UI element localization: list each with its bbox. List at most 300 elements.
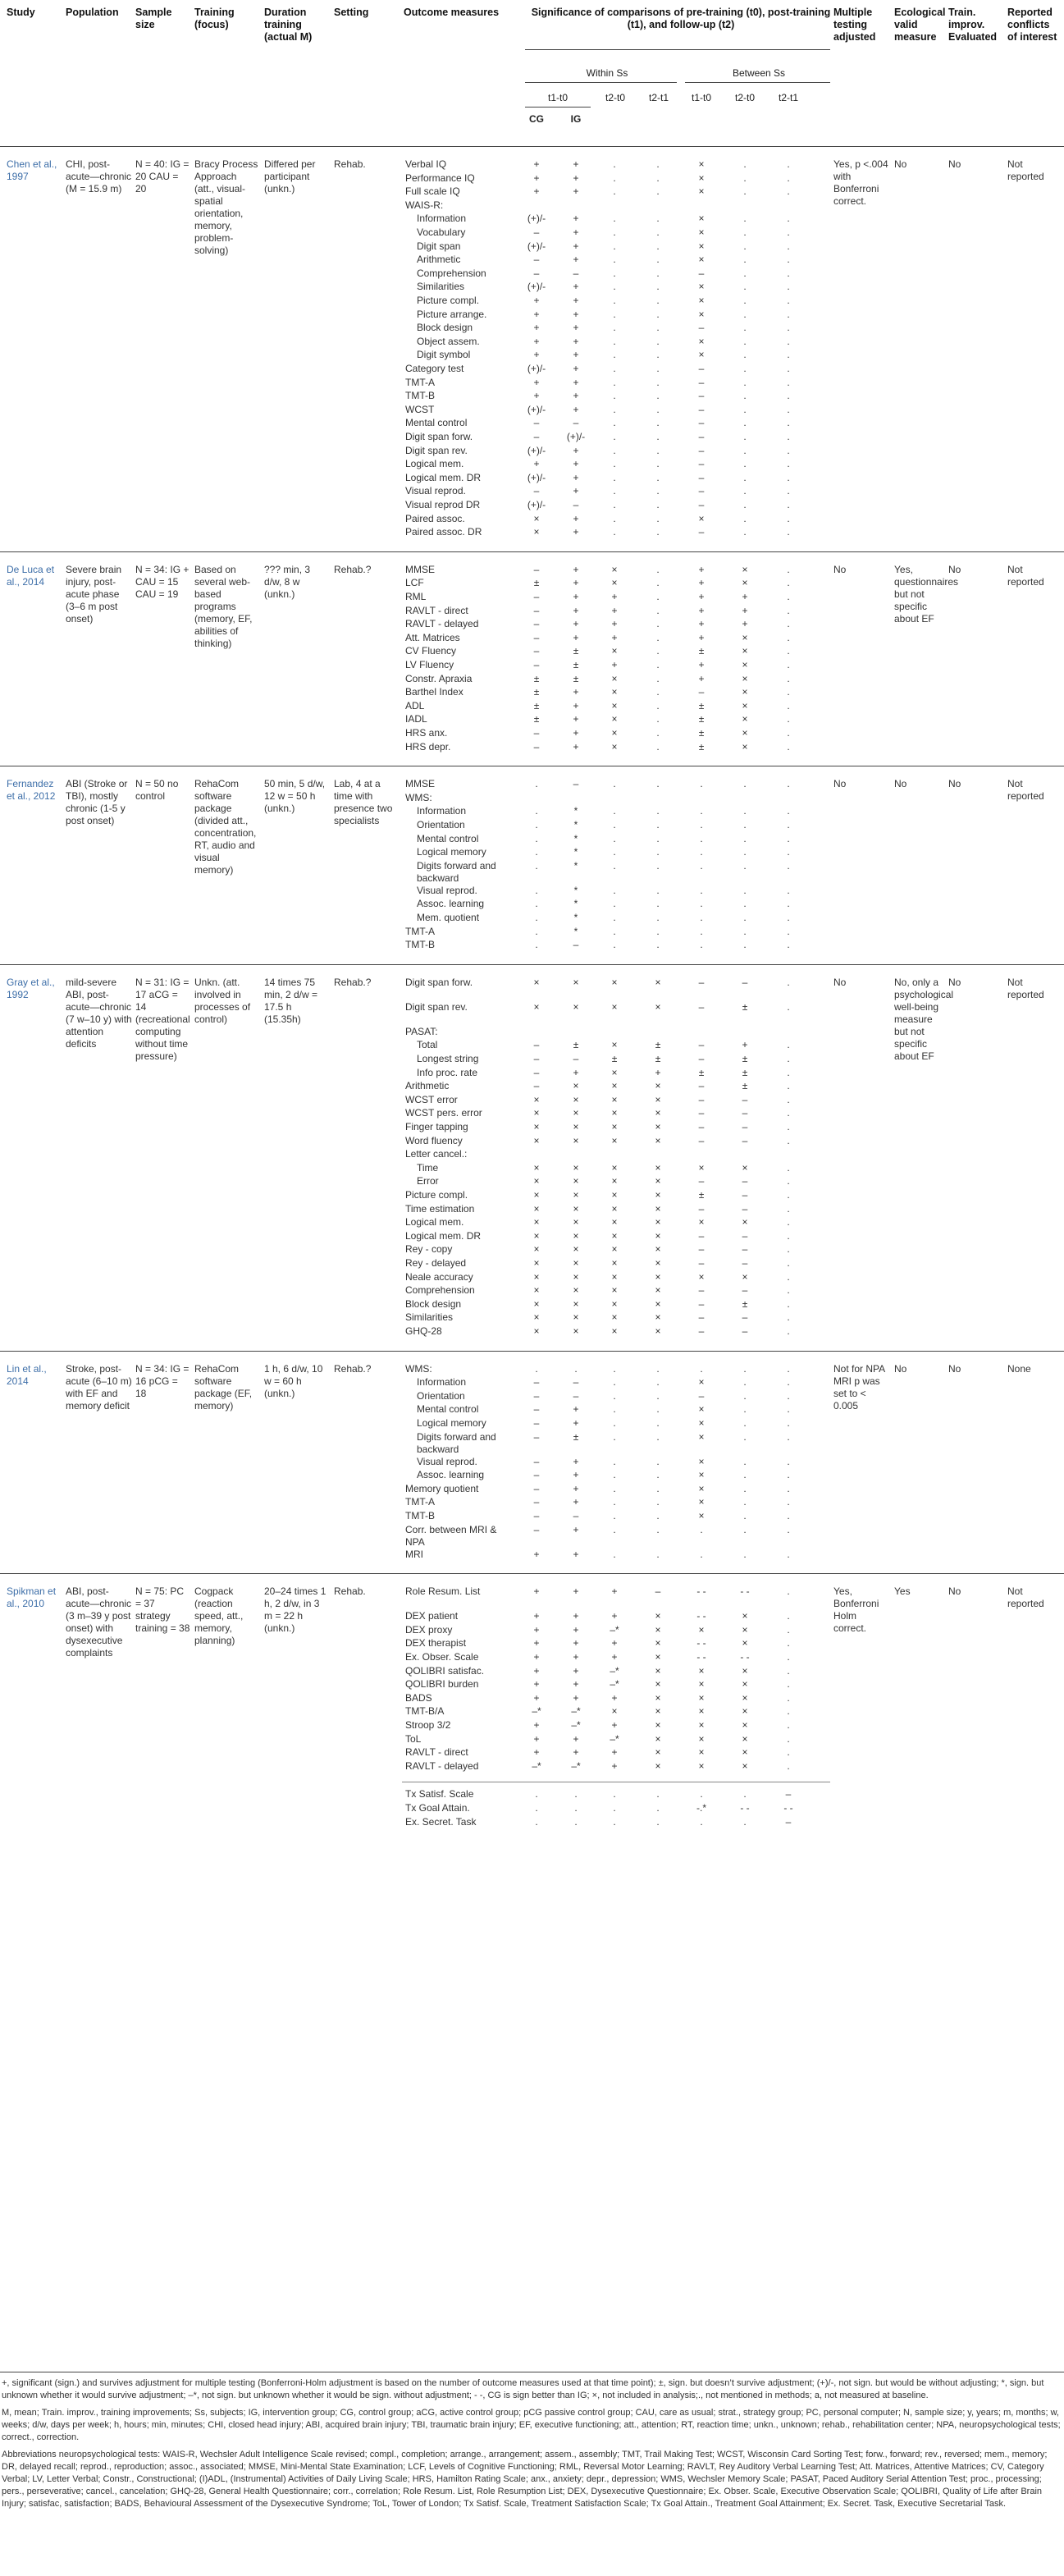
significance-cell: . <box>787 1039 790 1051</box>
significance-cell: × <box>573 1202 579 1215</box>
significance-cell: . <box>656 1509 660 1521</box>
significance-cell: . <box>787 281 790 293</box>
outcome-measure: Total <box>417 1039 438 1051</box>
significance-cell: × <box>742 1718 748 1731</box>
significance-cell: . <box>613 267 616 279</box>
significance-cell: + <box>573 631 579 643</box>
cell-training: Unkn. (att. involved in processes of control) <box>194 976 251 1025</box>
significance-cell: ± <box>573 1039 579 1051</box>
significance-cell: . <box>787 1548 790 1560</box>
header-rule <box>525 49 830 50</box>
cell-duration: 1 h, 6 d/w, 10 w = 60 h (unkn.) <box>264 1362 323 1399</box>
outcome-measure: Assoc. learning <box>417 898 485 910</box>
significance-cell: × <box>611 1325 618 1337</box>
significance-cell: . <box>787 631 790 643</box>
significance-cell: . <box>656 577 660 589</box>
significance-cell: . <box>700 832 703 844</box>
cell-study[interactable]: De Luca et al., 2014 <box>7 563 55 588</box>
significance-cell: . <box>535 818 538 830</box>
significance-cell: × <box>573 1161 579 1174</box>
outcome-measure: Similarities <box>417 281 465 293</box>
significance-cell: . <box>700 911 703 923</box>
significance-cell: . <box>743 431 747 442</box>
significance-cell: × <box>611 1284 618 1297</box>
significance-cell: × <box>533 1325 540 1337</box>
significance-cell: . <box>787 172 790 184</box>
significance-cell: × <box>611 740 618 753</box>
significance-cell: . <box>787 1188 790 1201</box>
significance-cell: × <box>573 1256 579 1269</box>
significance-cell: – <box>698 1175 705 1187</box>
significance-cell: * <box>573 859 578 872</box>
significance-cell: . <box>787 444 790 456</box>
cell-setting: Rehab.? <box>334 976 372 988</box>
significance-cell: × <box>698 1732 705 1745</box>
significance-cell: . <box>787 939 790 951</box>
outcome-measure: CV Fluency <box>405 645 457 657</box>
significance-cell: . <box>656 322 660 334</box>
outcome-measure: Orientation <box>417 818 465 830</box>
significance-cell: . <box>787 1270 790 1283</box>
significance-cell: (+)/- <box>527 240 546 252</box>
significance-cell: . <box>743 898 747 910</box>
significance-cell: + <box>742 618 748 630</box>
outcome-measure: WCST error <box>405 1093 458 1105</box>
significance-cell: × <box>655 1623 661 1636</box>
significance-cell: – <box>698 1256 705 1269</box>
footnote-abbreviations: M, mean; Train. improv., training improvements; Ss, subjects; IG, intervention group; CG, control group; aCG, active control group; pCG passive control group; CAU, care as usual; strat., strategy group; PC, personal computer; N, sample size; y, years; m, months; w, weeks; d/w, days per week; h, hours; min, minutes; CHI, closed head injury; ABI, acquired brain injury; TBI, traumatic brain injury; EF, executive functioning; att., attention; RT, reaction time; unkn., unknown; rehab., rehabilitation center; NPA, neuropsychological tests; correct., correction. <box>2 2408 1061 2442</box>
significance-cell: + <box>611 1610 618 1622</box>
significance-cell: – <box>533 1039 540 1051</box>
significance-cell: – <box>698 1000 705 1013</box>
significance-cell: ± <box>655 1052 661 1064</box>
significance-cell: – <box>533 417 540 429</box>
significance-cell: . <box>656 884 660 896</box>
significance-cell: . <box>743 1416 747 1429</box>
significance-cell: . <box>656 1469 660 1481</box>
significance-cell: . <box>613 1496 616 1508</box>
significance-cell: × <box>655 1610 661 1622</box>
significance-cell: . <box>743 471 747 483</box>
significance-cell: . <box>743 172 747 184</box>
outcome-measure: Info proc. rate <box>417 1066 478 1078</box>
significance-cell: × <box>533 1000 540 1013</box>
outcome-measure: HRS depr. <box>405 740 451 753</box>
outcome-measure: WMS: <box>405 1362 432 1375</box>
significance-cell: + <box>611 1585 618 1598</box>
significance-cell: – <box>573 499 579 510</box>
significance-cell: × <box>533 1188 540 1201</box>
col-population: Population <box>66 7 119 18</box>
significance-cell: – <box>533 1523 540 1535</box>
significance-cell: + <box>573 322 579 334</box>
significance-cell: × <box>611 645 618 657</box>
significance-cell: . <box>656 590 660 602</box>
significance-cell: ± <box>533 686 540 698</box>
significance-cell: . <box>613 1509 616 1521</box>
significance-cell: . <box>787 925 790 937</box>
outcome-measure: Digit span rev. <box>405 1000 468 1013</box>
cell-improv: No <box>948 563 961 575</box>
significance-cell: + <box>573 1637 579 1649</box>
significance-cell: . <box>743 158 747 170</box>
significance-cell: . <box>787 1066 790 1078</box>
significance-cell: × <box>698 1705 705 1718</box>
significance-cell: . <box>700 778 703 790</box>
outcome-measure: Arithmetic <box>417 254 461 266</box>
significance-cell: ± <box>533 577 540 589</box>
sub-t2t1-between: t2-t1 <box>778 92 798 103</box>
significance-cell: + <box>698 658 705 670</box>
outcome-measure: Assoc. learning <box>417 1469 485 1481</box>
significance-cell: . <box>656 563 660 575</box>
cell-duration: ??? min, 3 d/w, 8 w (unkn.) <box>264 563 311 600</box>
outcome-measure: Time <box>417 1161 439 1174</box>
significance-cell: . <box>787 1403 790 1416</box>
significance-cell: . <box>613 512 616 524</box>
significance-cell: ± <box>533 672 540 684</box>
significance-cell: (+)/- <box>527 363 546 374</box>
significance-cell: . <box>787 818 790 830</box>
significance-cell: – <box>698 390 705 402</box>
outcome-measure: Constr. Apraxia <box>405 672 473 684</box>
significance-cell: × <box>611 713 618 725</box>
cell-conflicts: Not reported <box>1007 976 1044 1000</box>
cell-study[interactable]: Chen et al., 1997 <box>7 158 57 182</box>
significance-cell: . <box>613 859 616 872</box>
significance-cell: . <box>656 363 660 374</box>
cell-sample-size: N = 34: IG = 16 pCG = 18 <box>135 1362 190 1399</box>
significance-cell: * <box>573 832 578 844</box>
significance-cell: – <box>698 458 705 470</box>
significance-cell: × <box>698 1496 705 1508</box>
significance-cell: . <box>535 911 538 923</box>
significance-cell: + <box>573 295 579 306</box>
significance-cell: + <box>573 308 579 320</box>
significance-cell: – <box>573 417 579 429</box>
significance-cell: . <box>656 172 660 184</box>
significance-cell: – <box>573 1376 579 1389</box>
significance-cell: × <box>533 1134 540 1146</box>
cell-multiple-testing: No <box>833 976 847 988</box>
significance-cell: – <box>573 778 579 790</box>
col-improv: Train. improv. Evaluated <box>948 7 998 43</box>
significance-cell: . <box>535 898 538 910</box>
significance-cell: . <box>656 672 660 684</box>
significance-cell: – <box>533 740 540 753</box>
significance-cell: . <box>535 1362 538 1375</box>
significance-cell: . <box>743 390 747 402</box>
significance-cell: × <box>533 1216 540 1229</box>
col-training: Training (focus) <box>194 7 235 30</box>
significance-cell: – <box>698 444 705 456</box>
significance-cell: + <box>573 458 579 470</box>
significance-cell: + <box>611 1691 618 1704</box>
significance-cell: . <box>613 403 616 415</box>
outcome-measure: RAVLT - direct <box>405 604 468 616</box>
outcome-measure: ADL <box>405 699 425 711</box>
significance-cell: – <box>533 1052 540 1064</box>
significance-cell: . <box>787 1585 790 1598</box>
significance-cell: . <box>787 1093 790 1105</box>
significance-cell: . <box>787 1610 790 1622</box>
outcome-measure: Logical memory <box>417 1416 486 1429</box>
cell-population: ABI, post-acute—chronic (3 m–39 y post onset) with dysexecutive complaints <box>66 1585 132 1659</box>
cell-ecological: No <box>894 158 907 170</box>
significance-cell: . <box>787 1202 790 1215</box>
significance-cell: – <box>698 267 705 279</box>
significance-cell: × <box>611 1120 618 1132</box>
significance-cell: × <box>655 1664 661 1677</box>
significance-cell: . <box>535 925 538 937</box>
outcome-measure: LCF <box>405 577 424 589</box>
significance-cell: . <box>656 335 660 347</box>
significance-cell: . <box>787 577 790 589</box>
outcome-measure: ToL <box>405 1732 422 1745</box>
significance-cell: + <box>573 240 579 252</box>
outcome-measure: PASAT: <box>405 1025 438 1037</box>
significance-cell: – <box>742 1188 748 1201</box>
study-block <box>0 551 1064 766</box>
significance-cell: –* <box>571 1718 581 1731</box>
significance-cell: . <box>700 884 703 896</box>
significance-cell: + <box>533 335 540 347</box>
significance-cell: – <box>698 1389 705 1402</box>
significance-cell: × <box>655 1325 661 1337</box>
significance-cell: . <box>613 1548 616 1560</box>
significance-cell: × <box>611 1134 618 1146</box>
outcome-measure: Error <box>417 1175 439 1187</box>
significance-cell: . <box>535 805 538 817</box>
outcome-measure: Visual reprod. <box>405 485 466 497</box>
significance-cell: . <box>787 726 790 739</box>
significance-cell: . <box>613 1416 616 1429</box>
significance-cell: . <box>613 805 616 817</box>
study-block <box>0 146 1064 551</box>
significance-cell: . <box>613 1788 616 1800</box>
significance-cell: × <box>611 1311 618 1324</box>
col-sample-size: Sample size <box>135 7 172 30</box>
significance-cell: . <box>787 213 790 225</box>
cell-sample-size: N = 75: PC = 37 strategy training = 38 <box>135 1585 190 1635</box>
outcome-measure: Visual reprod DR <box>405 499 481 510</box>
significance-cell: . <box>574 1362 578 1375</box>
significance-cell: × <box>533 1229 540 1242</box>
outcome-measure: RAVLT - direct <box>405 1746 468 1759</box>
outcome-measure: Corr. between MRI & NPA <box>405 1523 497 1548</box>
significance-cell: – <box>533 485 540 497</box>
significance-cell: . <box>656 631 660 643</box>
significance-cell: × <box>655 1243 661 1256</box>
outcome-measure: Information <box>417 1376 467 1389</box>
significance-cell: × <box>698 1416 705 1429</box>
significance-cell: . <box>613 254 616 266</box>
significance-cell: . <box>787 335 790 347</box>
significance-cell: + <box>573 1496 579 1508</box>
sub-t2t1-within: t2-t1 <box>648 92 669 103</box>
significance-cell: × <box>611 1161 618 1174</box>
significance-cell: – <box>698 403 705 415</box>
significance-cell: + <box>573 1746 579 1759</box>
cell-improv: No <box>948 1585 961 1598</box>
significance-cell: × <box>742 1637 748 1649</box>
significance-cell: + <box>573 226 579 238</box>
significance-cell: . <box>656 740 660 753</box>
cell-study[interactable]: Gray et al., 1992 <box>7 976 55 1000</box>
significance-cell: × <box>742 1705 748 1718</box>
significance-cell: – <box>533 1066 540 1078</box>
significance-cell: . <box>787 1376 790 1389</box>
cell-ecological: No, only a psychological well-being measure but not specific about EF <box>894 976 954 1062</box>
cell-multiple-testing: No <box>833 563 847 575</box>
outcome-measure: Verbal IQ <box>405 158 447 170</box>
significance-cell: + <box>698 631 705 643</box>
outcome-measure: Block design <box>417 322 473 334</box>
significance-cell: . <box>787 1691 790 1704</box>
cell-population: CHI, post-acute—chronic (M = 15.9 m) <box>66 158 132 194</box>
significance-cell: × <box>573 1175 579 1187</box>
footnote-legend: +, significant (sign.) and survives adjustment for multiple testing (Bonferroni-Holm adjustment is based on the number of outcome measures used at that time point); ±, sign. but doesn’t survive adjustment; (+)/-, not sign. but would be without adjusting; *, sign. but unknown whether it would survive adjustment; –*, not sign. but unknown whether it would be sign. without adjustment; - -, CG is sign better than IG; ×, not included in analysis;., not mentioned in methods; a, not measured at baseline. <box>2 2378 1044 2400</box>
outcome-measure: DEX proxy <box>405 1623 453 1636</box>
table-footnote <box>0 2372 1064 2510</box>
significance-cell: . <box>613 526 616 538</box>
significance-cell: + <box>533 172 540 184</box>
significance-cell: + <box>611 1650 618 1663</box>
significance-cell: – <box>533 1455 540 1467</box>
significance-cell: - - <box>696 1637 706 1649</box>
significance-cell: × <box>573 1229 579 1242</box>
significance-cell: × <box>742 577 748 589</box>
significance-cell: × <box>698 295 705 306</box>
significance-cell: × <box>573 1080 579 1092</box>
significance-cell: . <box>613 1455 616 1467</box>
significance-cell: + <box>533 458 540 470</box>
significance-cell: . <box>656 645 660 657</box>
significance-cell: + <box>573 335 579 347</box>
significance-cell: . <box>613 778 616 790</box>
outcome-measure: DEX patient <box>405 1610 459 1622</box>
study-block <box>0 1351 1064 1574</box>
significance-cell: - - <box>696 1585 706 1598</box>
cell-study[interactable]: Fernandez et al., 2012 <box>7 778 56 803</box>
significance-cell: + <box>533 1664 540 1677</box>
significance-cell: + <box>573 254 579 266</box>
significance-cell: . <box>613 185 616 198</box>
significance-cell: . <box>743 1788 747 1800</box>
significance-cell: ± <box>742 1066 748 1078</box>
cg-ig-rule <box>525 107 591 108</box>
significance-cell: × <box>698 1678 705 1691</box>
significance-cell: . <box>787 158 790 170</box>
significance-cell: . <box>787 185 790 198</box>
significance-cell: . <box>656 349 660 361</box>
significance-cell: + <box>573 1523 579 1535</box>
significance-cell: – <box>573 939 579 951</box>
significance-cell: – <box>533 604 540 616</box>
significance-cell: + <box>573 512 579 524</box>
significance-cell: . <box>787 1229 790 1242</box>
significance-cell: ± <box>573 658 579 670</box>
significance-cell: . <box>656 526 660 538</box>
significance-cell: . <box>787 376 790 388</box>
outcome-measure: Letter cancel.: <box>405 1148 468 1160</box>
significance-cell: × <box>611 976 618 988</box>
significance-cell: – <box>742 976 748 988</box>
significance-cell: . <box>787 1052 790 1064</box>
significance-cell: + <box>533 1732 540 1745</box>
significance-cell: . <box>656 226 660 238</box>
significance-cell: . <box>656 376 660 388</box>
significance-cell: . <box>787 526 790 538</box>
significance-cell: × <box>698 254 705 266</box>
significance-cell: . <box>743 226 747 238</box>
significance-cell: × <box>698 1161 705 1174</box>
significance-cell: . <box>743 512 747 524</box>
significance-cell: . <box>656 686 660 698</box>
footnote-tests: Abbreviations neuropsychological tests: WAIS-R, Wechsler Adult Intelligence Scale revised; compl., completion; arrange., arrangement; assem., assembly; TMT, Trail Making Test; WCST, Wisconsin Card Sorting Test; forw., forward; rev., reversed; mem., memory; DR, delayed recall; reprod., reproduction; assoc., associated; MMSE, Mini-Mental State Examination; LCF, Levels of Cognitive Functioning; RML, Reversal Motor Learning; RAVLT, Rey Auditory Verbal Learning Test; Att. Matrices, Attentive Matrices; CV, Category Verbal; LV, Letter Verbal; Constr., Constructional; (I)ADL, (Instrumental) Activities of Daily Living Scale; HRS, Hamilton Rating Scale; anx., anxiety; depr., depression; WMS, Wechsler Memory Scale; PASAT, Paced Auditory Serial Attention Test; proc., processing; pers., perseverative; cancel., cancelation; GHQ-28, General Health Questionnaire; corr., correlation; Role Resum. List, Role Resumption List; DEX, Dysexecutive Questionnaire; Ex. Obser. Scale, Executive Observation Scale; QOLIBRI, Quality of Life after Brain Injury; satisfac, satisfaction; BADS, Behavioural Assessment of the Dysexecutive Syndrome; ToL, Tower of London; Tx Satisf. Scale, Treatment Satisfaction Scale; Tx Goal Attain., Treatment Goal Attainment; Ex. Secret. Task, Executive Secretarial Task. <box>2 2450 1048 2509</box>
significance-cell: × <box>611 1297 618 1310</box>
significance-cell: + <box>742 1039 748 1051</box>
outcome-measure: Mental control <box>417 1403 479 1416</box>
significance-cell: . <box>743 376 747 388</box>
significance-cell: + <box>698 577 705 589</box>
significance-cell: × <box>698 512 705 524</box>
significance-cell: × <box>698 1664 705 1677</box>
cell-conflicts: Not reported <box>1007 778 1044 803</box>
significance-cell: × <box>655 1759 661 1772</box>
significance-cell: + <box>533 185 540 198</box>
outcome-measure: Mental control <box>405 417 468 429</box>
significance-cell: + <box>573 726 579 739</box>
significance-cell: + <box>742 590 748 602</box>
cell-study[interactable]: Lin et al., 2014 <box>7 1362 47 1387</box>
cell-conflicts: Not reported <box>1007 563 1044 588</box>
significance-cell: . <box>700 1815 703 1828</box>
significance-cell: . <box>787 417 790 429</box>
significance-cell: × <box>655 1284 661 1297</box>
significance-cell: . <box>613 349 616 361</box>
significance-cell: . <box>787 713 790 725</box>
significance-cell: × <box>573 1188 579 1201</box>
outcome-measure: Block design <box>405 1297 462 1310</box>
significance-cell: . <box>613 1523 616 1535</box>
significance-cell: + <box>573 471 579 483</box>
significance-cell: × <box>698 1623 705 1636</box>
significance-cell: + <box>573 390 579 402</box>
cell-study[interactable]: Spikman et al., 2010 <box>7 1585 57 1610</box>
significance-cell: – <box>533 726 540 739</box>
outcome-measure: LV Fluency <box>405 658 454 670</box>
significance-cell: . <box>787 1523 790 1535</box>
significance-cell: . <box>787 1161 790 1174</box>
significance-cell: + <box>533 295 540 306</box>
significance-cell: . <box>613 471 616 483</box>
significance-cell: . <box>574 1801 578 1814</box>
significance-cell: – <box>698 1325 705 1337</box>
significance-cell: × <box>698 1482 705 1494</box>
significance-cell: – <box>533 1403 540 1416</box>
significance-cell: . <box>743 1482 747 1494</box>
significance-cell: × <box>655 1188 661 1201</box>
significance-cell: + <box>611 604 618 616</box>
significance-cell: × <box>742 713 748 725</box>
outcome-measure: WCST pers. error <box>405 1107 482 1119</box>
significance-cell: + <box>533 308 540 320</box>
significance-cell: – <box>533 631 540 643</box>
significance-cell: – <box>698 363 705 374</box>
significance-cell: – <box>533 590 540 602</box>
significance-cell: –* <box>610 1732 619 1745</box>
